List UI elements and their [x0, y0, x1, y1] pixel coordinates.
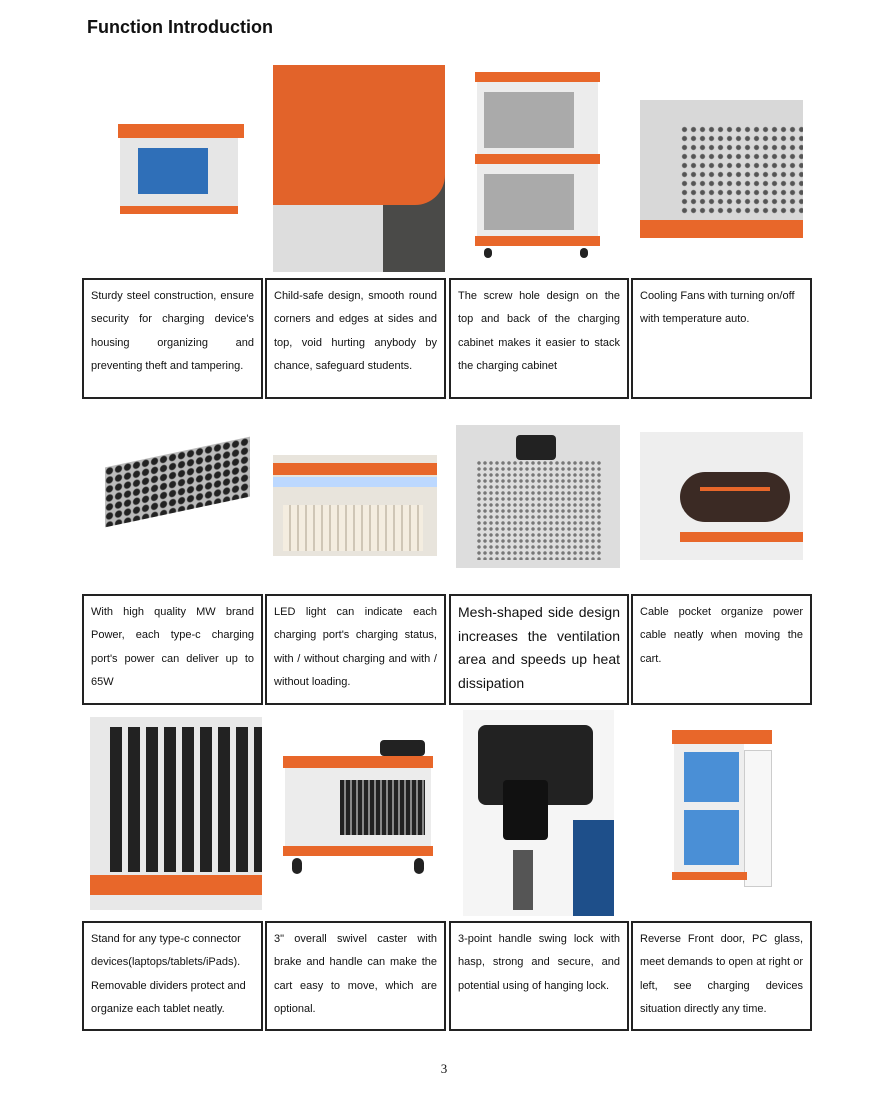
feature-text: Stand for any type-c connector devices(laptops/tablets/iPads). Removable dividers protect and organize each tablet neatly.	[91, 933, 246, 1015]
feature-text: Cooling Fans with turning on/off with temperature auto.	[640, 290, 795, 326]
feature-text: With high quality MW brand Power, each type-c charging port's power can deliver up to 65W	[91, 606, 254, 688]
cooling-fan-photo	[640, 100, 803, 238]
led-light-photo	[273, 455, 437, 556]
front-door-cabinet-photo	[672, 730, 777, 890]
feature-text: Sturdy steel construction, ensure security for charging device's housing organizing and preventing theft and tampering.	[91, 290, 254, 372]
page-number: 3	[440, 1061, 448, 1076]
feature-box	[449, 594, 629, 705]
page-title: Function Introduction	[87, 17, 273, 37]
tablet-dividers-photo	[90, 717, 262, 910]
feature-text: The screw hole design on the top and back of the charging cabinet makes it easier to stack the charging cabinet	[458, 290, 620, 372]
feature-box	[82, 921, 263, 1031]
lock-photo	[463, 710, 614, 916]
feature-box	[265, 594, 446, 705]
feature-text: LED light can indicate each charging port's charging status, with / without charging and with / without loading.	[274, 606, 437, 688]
cable-pocket-photo	[640, 432, 803, 560]
feature-box	[265, 921, 446, 1031]
feature-box	[82, 594, 263, 705]
feature-box	[449, 921, 629, 1031]
caster-cart-photo	[280, 740, 436, 880]
feature-text: 3" overall swivel caster with brake and handle can make the cart easy to move, which are optional.	[274, 933, 437, 1015]
feature-box	[449, 278, 629, 399]
feature-box	[82, 278, 263, 399]
feature-box	[631, 278, 812, 399]
feature-text: Cable pocket organize power cable neatly when moving the cart.	[640, 606, 803, 665]
feature-text: Child-safe design, smooth round corners and edges at sides and top, void hurting anybody by chance, safeguard students.	[274, 290, 437, 372]
mesh-side-photo	[456, 425, 620, 568]
feature-text: Mesh-shaped side design increases the ventilation area and speeds up heat dissipation	[458, 604, 620, 691]
rounded-corner-photo	[273, 65, 445, 272]
feature-box	[265, 278, 446, 399]
feature-box	[631, 594, 812, 705]
cabinet-photo	[110, 118, 250, 218]
feature-box	[631, 921, 812, 1031]
feature-text: Reverse Front door, PC glass, meet demands to open at right or left, see charging devices situation directly any time.	[640, 933, 803, 1015]
feature-text: 3-point handle swing lock with hasp, strong and secure, and potential using of hanging lock.	[458, 933, 620, 992]
power-supply-photo	[90, 432, 262, 542]
stacked-cabinet-photo	[470, 68, 605, 268]
